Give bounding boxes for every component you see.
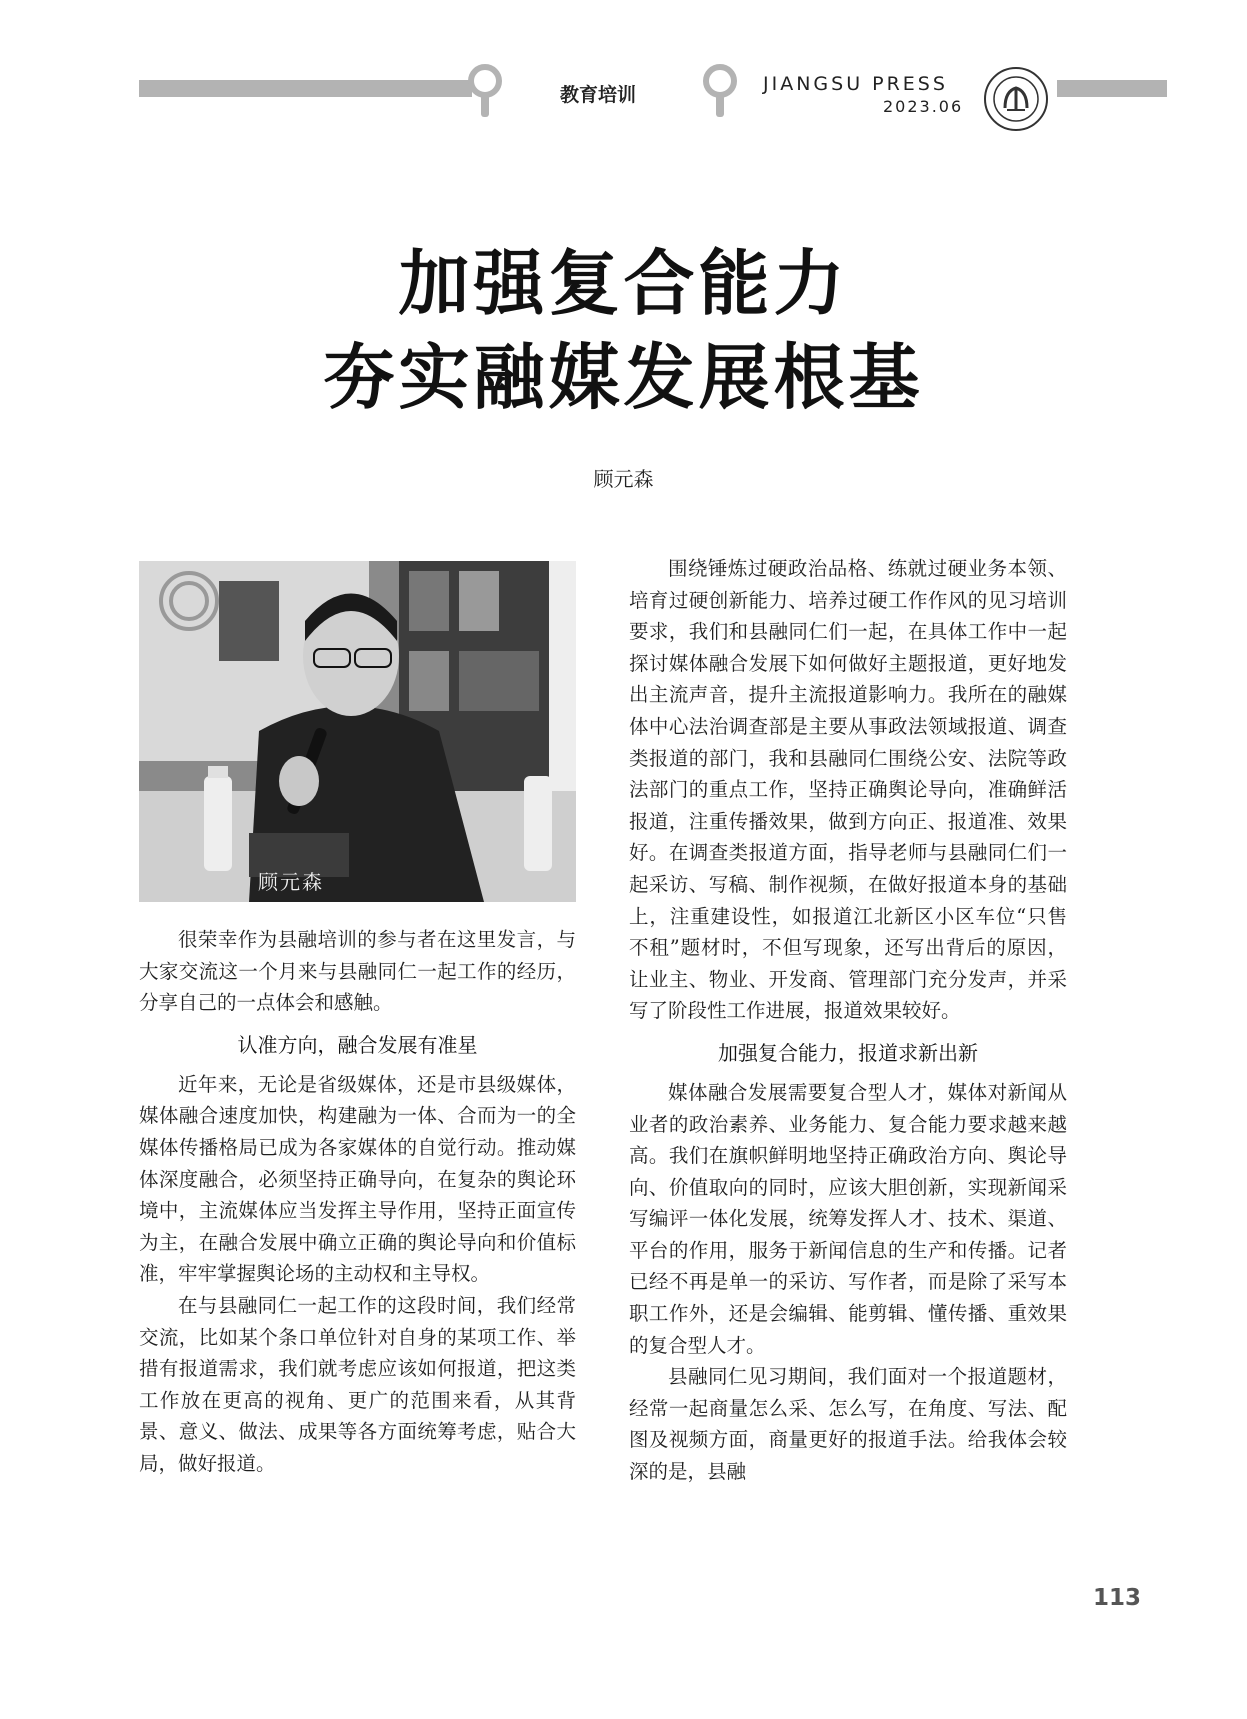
publication-name: JIANGSU PRESS <box>763 73 948 95</box>
section-label: 教育培训 <box>560 84 637 106</box>
issue-date: 2023.06 <box>883 97 964 116</box>
header-bar-left <box>139 80 472 97</box>
page-number: 113 <box>1093 1585 1142 1611</box>
location-pin-icon <box>700 64 740 120</box>
right-column <box>629 553 1067 1488</box>
section-heading: 加强复合能力，报道求新出新 <box>718 1040 978 1065</box>
body-paragraph: 围绕锤炼过硬政治品格、练就过硬业务本领、培育过硬创新能力、培养过硬工作作风的见习培训要求，我们和县融同仁们一起，在具体工作中一起探讨媒体融合发展下如何做好主题报道，更好地发出主流声音，提升主流报道影响力。我所在的融媒体中心法治调查部是主要从事政法领域报道、调查类报道的部门，我和县融同仁围绕公安、法院等政法部门的重点工作，坚持正确舆论导向，准确鲜活报道，注重传播效果，做到方向正、报道准、效果好。在调查类报道方面，指导老师与县融同仁们一起采访、写稿、制作视频，在做好报道本身的基础上，注重建设性，如报道江北新区小区车位“只售不租”题材时，不但写现象，还写出背后的原因，让业主、物业、开发商、管理部门充分发声，并采写了阶段性工作进展，报道效果较好。 <box>629 557 1067 1023</box>
photo-nameplate: 顾元森 <box>258 870 324 894</box>
section-heading: 认准方向，融合发展有准星 <box>237 1032 478 1057</box>
left-column <box>139 924 576 1480</box>
author-name: 顾元森 <box>593 467 654 491</box>
header-bar-right <box>1057 80 1167 97</box>
body-paragraph: 县融同仁见习期间，我们面对一个报道题材，经常一起商量怎么采、怎么写，在角度、写法、配图及视频方面，商量更好的报道手法。给我体会较深的是，县融 <box>629 1365 1067 1484</box>
location-pin-icon <box>465 64 505 120</box>
body-paragraph: 在与县融同仁一起工作的这段时间，我们经常交流，比如某个条口单位针对自身的某项工作、举措有报道需求，我们就考虑应该如何报道，把这类工作放在更高的视角、更广的范围来看，从其背景、意义、做法、成果等各方面统筹考虑，贴合大局，做好报道。 <box>139 1293 576 1475</box>
intro-paragraph: 很荣幸作为县融培训的参与者在这里发言，与大家交流这一个月来与县融同仁一起工作的经历，分享自己的一点体会和感触。 <box>139 928 576 1015</box>
body-paragraph: 媒体融合发展需要复合型人才，媒体对新闻从业者的政治素养、业务能力、复合能力要求越来越高。我们在旗帜鲜明地坚持正确政治方向、舆论导向、价值取向的同时，应该大胆创新，实现新闻采写编评一体化发展，统筹发挥人才、技术、渠道、平台的作用，服务于新闻信息的生产和传播。记者已经不再是单一的采访、写作者，而是除了采写本职工作外，还是会编辑、能剪辑、懂传播、重效果的复合型人才。 <box>629 1080 1067 1357</box>
article-title-line2: 夯实融媒发展根基 <box>323 336 924 419</box>
article-title-line1: 加强复合能力 <box>398 242 849 325</box>
speaker-photo <box>139 561 576 902</box>
body-paragraph: 近年来，无论是省级媒体，还是市县级媒体，媒体融合速度加快，构建融为一体、合而为一的全媒体传播格局已成为各家媒体的自觉行动。推动媒体深度融合，必须坚持正确导向，在复杂的舆论环境中，主流媒体应当发挥主导作用，坚持正面宣传为主，在融合发展中确立正确的舆论导向和价值标准，牢牢掌握舆论场的主动权和主导权。 <box>139 1072 576 1286</box>
association-seal-logo <box>983 66 1049 132</box>
